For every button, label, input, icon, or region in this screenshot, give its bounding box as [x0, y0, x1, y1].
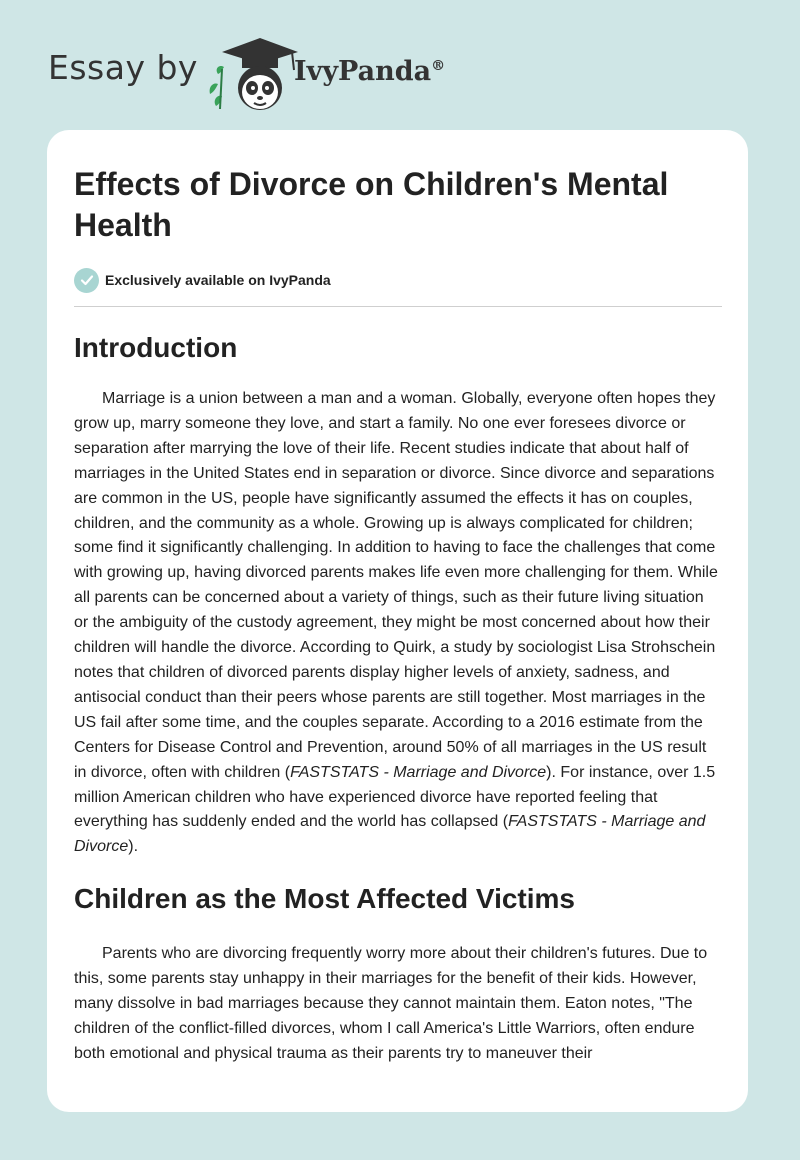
divider: [74, 306, 722, 307]
site-header: [48, 34, 748, 114]
panda-logo-icon[interactable]: [202, 34, 302, 114]
article-title: Effects of Divorce on Children's Mental Health: [74, 166, 669, 243]
exclusive-badge: [74, 266, 722, 294]
exclusive-label: Exclusively available on IvyPanda: [105, 272, 331, 288]
section-paragraph-children-victims: Parents who are divorcing frequently worry more about their children's futures. Due to this, some parents stay unhappy in their marriages for the benefit of their kids. However, many dissolve in bad marriages because they cannot maintain them. Eaton notes, "The children of the conflict-filled divorces, whom I call America's Little Warriors, often endure both emotional and physical trauma as their parents try to maneuver their: [74, 945, 708, 1062]
article-card: [47, 130, 748, 1112]
section-heading-introduction: Introduction: [74, 332, 238, 363]
essay-by-text: Essay by: [48, 48, 198, 87]
check-icon: [74, 268, 99, 293]
section-paragraph-introduction: Marriage is a union between a man and a woman. Globally, everyone often hopes they grow up, marry someone they love, and start a family. No one ever foresees divorce or separation after marrying the love of their life. Recent studies indicate that about half of marriages in the United States end in separation or divorce. Since divorce and separations are common in the US, people have significantly assumed the effects it has on couples, children, and the community as a whole. Growing up is always complicated for children; some find it significantly challenging. In addition to having to face the challenges that come with growing up, having divorced parents makes life even more challenging for them. While all parents can be concerned about a variety of things, such as their future living situation or the ambiguity of the custody agreement, they might be most concerned about how their children will handle the divorce. According to Quirk, a study by sociologist Lisa Strohschein notes that children of divorced parents display higher levels of anxiety, sadness, and antisocial conduct than their peers whose parents are still together. Most marriages in the US fail after some time, and the couples separate. According to a 2016 estimate from the Centers for Disease Control and Prevention, around 50% of all marriages in the US result in divorce, often with children (FASTSTATS - Marriage and Divorce). For instance, over 1.5 million American children who have experienced divorce have reported feeling that everything has suddenly ended and the world has collapsed (FASTSTATS - Marriage and Divorce).: [74, 390, 718, 856]
section-heading-children-victims: Children as the Most Affected Victims: [74, 883, 575, 915]
brand-name[interactable]: IvyPanda®: [294, 56, 446, 87]
